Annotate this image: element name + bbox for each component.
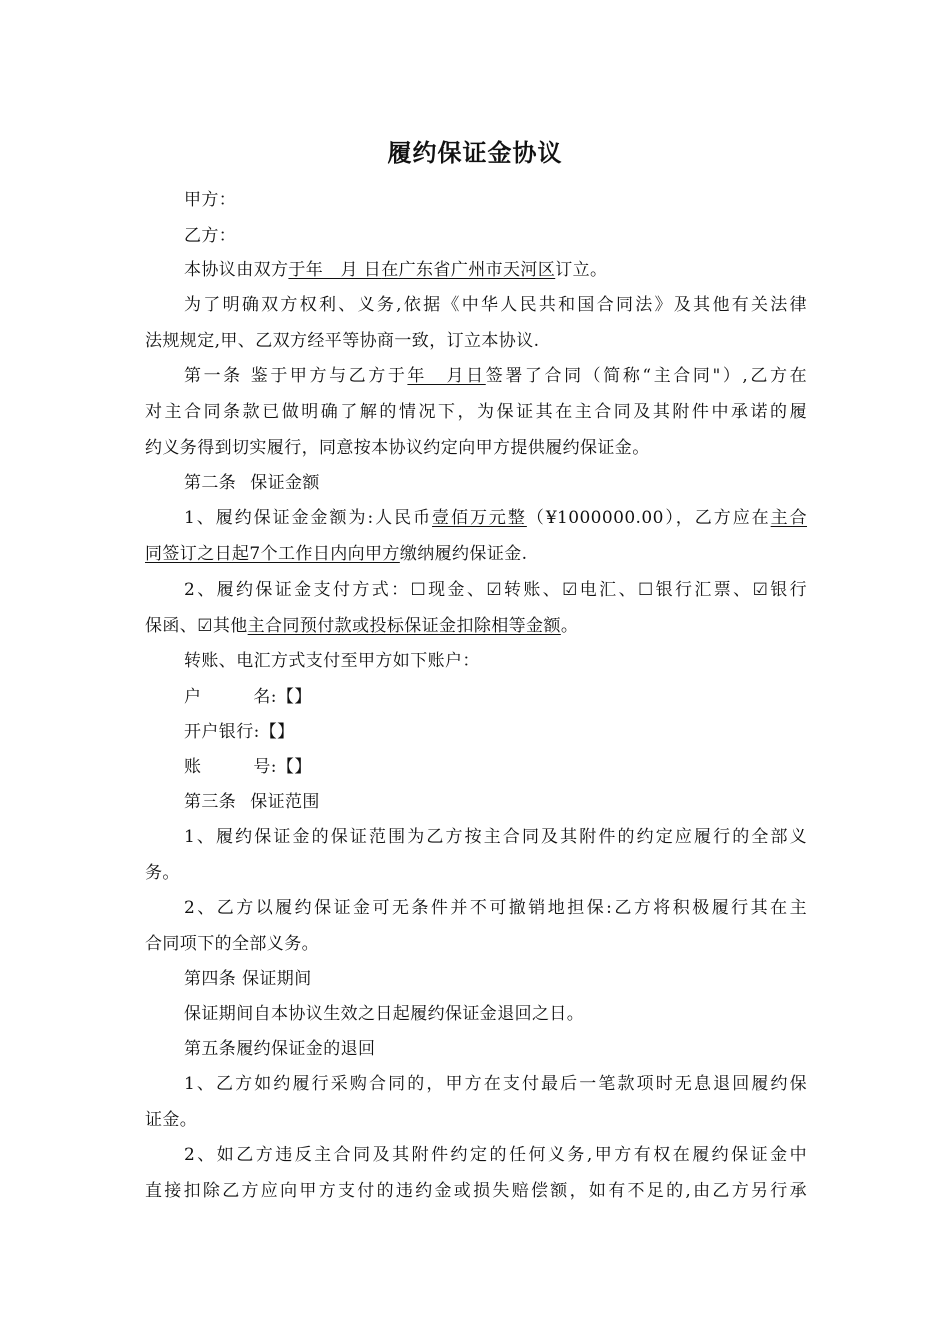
- intro-line-1: 为了明确双方权利、义务,依据《中华人民共和国合同法》及其他有关法律: [184, 295, 807, 315]
- article3-p2-line-2: 合同项下的全部义务。: [145, 934, 319, 954]
- article5-p1-line-2: 证金。: [145, 1110, 198, 1130]
- account-number-label: 账: [184, 757, 202, 777]
- signing-prefix: 本协议由双方: [184, 260, 289, 280]
- payment-methods-other-detail: 主合同预付款或投标保证金扣除相等金额: [247, 616, 561, 636]
- account-number-value: 号:【】: [253, 757, 312, 777]
- deposit-deadline-start: 主合: [770, 508, 808, 528]
- payment-methods-line-2: [145, 614, 807, 638]
- deposit-amount-words: 壹佰万元整: [432, 508, 527, 528]
- article3-p1-line-2: 务。: [145, 863, 180, 883]
- account-number-line: [184, 755, 807, 779]
- article1-line-2: 对主合同条款已做明确了解的情况下，为保证其在主合同及其附件中承诺的履: [145, 402, 807, 422]
- payment-methods-end: 。: [560, 616, 579, 636]
- payment-methods-line-1: 2、履约保证金支付方式：☐现金、☑转账、☑电汇、☐银行汇票、☑银行: [184, 580, 807, 600]
- article5-p2-line-1: 2、如乙方违反主合同及其附件约定的任何义务,甲方有权在履约保证金中: [184, 1145, 807, 1165]
- article1-line-3: 约义务得到切实履行，同意按本协议约定向甲方提供履约保证金。: [145, 438, 650, 458]
- article2-heading-title: 保证金额: [250, 473, 320, 493]
- article3-p2-line-1: 2、乙方以履约保证金可无条件并不可撤销地担保:乙方将积极履行其在主: [184, 898, 807, 918]
- account-name-value: 名:【】: [253, 687, 312, 707]
- article4-p1: 保证期间自本协议生效之日起履约保证金退回之日。: [184, 1004, 585, 1024]
- article1-text-a: 第一条 鉴于甲方与乙方于: [184, 366, 408, 386]
- payment-methods-other: 保函、☑其他: [145, 616, 248, 636]
- intro-line-2: 法规规定,甲、乙双方经平等协商一致，订立本协议.: [145, 331, 540, 351]
- article1-date: 年 月日: [407, 366, 486, 386]
- article2-heading: [184, 471, 807, 495]
- account-bank-line: 开户银行:【】: [184, 722, 295, 742]
- article2-heading-number: 第二条: [184, 473, 237, 493]
- party-a-line: 甲方：: [184, 190, 237, 210]
- deposit-deadline-tail: 缴纳履约保证金.: [399, 544, 528, 564]
- article5-p2-line-2: 直接扣除乙方应向甲方支付的违约金或损失赔偿额，如有不足的,由乙方另行承: [145, 1181, 807, 1201]
- article2-p1-line-1: [184, 506, 807, 530]
- article5-heading: 第五条履约保证金的退回: [184, 1039, 376, 1059]
- deposit-amount-figure: （¥1000000.00），乙方应在: [526, 508, 771, 528]
- account-name-label: 户: [184, 687, 202, 707]
- signing-date: 于年 月 日: [288, 260, 382, 280]
- article3-heading-number: 第三条: [184, 792, 237, 812]
- article1-text-b: 签署了合同（简称“主合同"）,乙方在: [485, 366, 807, 386]
- document-title: 履约保证金协议: [387, 138, 563, 167]
- article1-line-1: [184, 364, 807, 388]
- signing-place: 在广东省广州市天河区: [381, 260, 556, 280]
- deposit-amount-label: 1、履约保证金金额为:人民币: [184, 508, 433, 528]
- deposit-deadline: 同签订之日起7个工作日内向甲方: [145, 544, 400, 564]
- article3-p1-line-1: 1、履约保证金的保证范围为乙方按主合同及其附件的约定应履行的全部义: [184, 827, 807, 847]
- article2-p1-line-2: [145, 542, 807, 566]
- party-b-line: 乙方：: [184, 226, 237, 246]
- signing-line: [184, 258, 807, 282]
- article3-heading: [184, 790, 807, 814]
- account-intro: 转账、电汇方式支付至甲方如下账户：: [184, 651, 480, 671]
- article4-heading: 第四条 保证期间: [184, 969, 312, 989]
- article5-p1-line-1: 1、乙方如约履行采购合同的，甲方在支付最后一笔款项时无息退回履约保: [184, 1074, 807, 1094]
- account-name-line: [184, 685, 807, 709]
- article3-heading-title: 保证范围: [250, 792, 320, 812]
- signing-suffix: 订立。: [555, 260, 608, 280]
